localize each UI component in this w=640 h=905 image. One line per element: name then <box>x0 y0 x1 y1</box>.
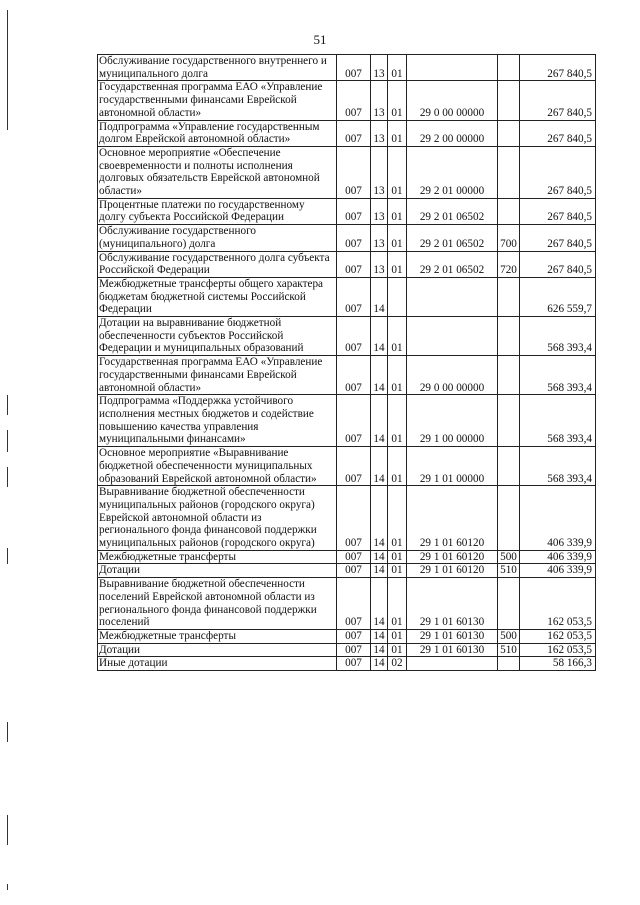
expense-type-code <box>498 277 520 316</box>
section-code: 14 <box>371 317 388 356</box>
table-body <box>98 55 596 671</box>
ministry-code: 007 <box>337 225 371 251</box>
target-article-code: 29 2 00 00000 <box>407 120 498 146</box>
section-code: 14 <box>371 395 388 447</box>
amount: 267 840,5 <box>520 251 596 277</box>
page-number: 51 <box>313 32 327 47</box>
amount: 267 840,5 <box>520 225 596 251</box>
ministry-code: 007 <box>337 55 371 81</box>
table-row <box>98 120 596 146</box>
expense-type-code: 510 <box>498 564 520 578</box>
expense-type-code <box>498 317 520 356</box>
table-row <box>98 564 596 578</box>
margin-mark <box>7 10 8 130</box>
ministry-code: 007 <box>337 643 371 657</box>
target-article-code: 29 0 00 00000 <box>407 81 498 120</box>
ministry-code: 007 <box>337 486 371 551</box>
section-code: 13 <box>371 146 388 198</box>
table-row <box>98 317 596 356</box>
table-row <box>98 146 596 198</box>
margin-mark <box>7 722 8 742</box>
subsection-code: 01 <box>388 120 407 146</box>
target-article-code: 29 1 01 60130 <box>407 629 498 643</box>
subsection-code: 01 <box>388 251 407 277</box>
expense-type-code <box>498 486 520 551</box>
row-name: Основное мероприятие «Обеспечение своевременности и полноты исполнения долговых обязательств Еврейской автономной области» <box>98 146 337 198</box>
row-name: Государственная программа ЕАО «Управление государственными финансами Еврейской автономной области» <box>98 81 337 120</box>
table-row <box>98 251 596 277</box>
table-row <box>98 643 596 657</box>
subsection-code: 01 <box>388 395 407 447</box>
target-article-code: 29 2 01 06502 <box>407 225 498 251</box>
amount: 568 393,4 <box>520 356 596 395</box>
section-code: 14 <box>371 550 388 564</box>
ministry-code: 007 <box>337 251 371 277</box>
section-code: 14 <box>371 578 388 630</box>
table-row <box>98 356 596 395</box>
expense-type-code: 510 <box>498 643 520 657</box>
target-article-code: 29 1 01 00000 <box>407 447 498 486</box>
expense-type-code <box>498 447 520 486</box>
row-name: Дотации <box>98 643 337 657</box>
subsection-code: 01 <box>388 146 407 198</box>
target-article-code: 29 1 01 60120 <box>407 564 498 578</box>
expense-type-code <box>498 120 520 146</box>
target-article-code: 29 1 01 60130 <box>407 643 498 657</box>
table-row <box>98 629 596 643</box>
section-code: 13 <box>371 120 388 146</box>
table-row <box>98 81 596 120</box>
expense-type-code <box>498 657 520 671</box>
subsection-code: 01 <box>388 550 407 564</box>
subsection-code: 01 <box>388 198 407 224</box>
section-code: 14 <box>371 629 388 643</box>
target-article-code: 29 1 01 60120 <box>407 550 498 564</box>
expense-type-code <box>498 146 520 198</box>
subsection-code: 01 <box>388 578 407 630</box>
ministry-code: 007 <box>337 356 371 395</box>
ministry-code: 007 <box>337 146 371 198</box>
subsection-code: 01 <box>388 643 407 657</box>
row-name: Государственная программа ЕАО «Управление государственными финансами Еврейской автономной области» <box>98 356 337 395</box>
target-article-code: 29 1 01 60120 <box>407 486 498 551</box>
table-row <box>98 395 596 447</box>
row-name: Выравнивание бюджетной обеспеченности поселений Еврейской автономной области из регионального фонда финансовой поддержки поселений <box>98 578 337 630</box>
row-name: Дотации на выравнивание бюджетной обеспеченности субъектов Российской Федерации и муниципальных образований <box>98 317 337 356</box>
section-code: 14 <box>371 486 388 551</box>
ministry-code: 007 <box>337 657 371 671</box>
target-article-code <box>407 277 498 316</box>
table-row <box>98 486 596 551</box>
amount: 568 393,4 <box>520 395 596 447</box>
margin-mark <box>7 548 8 564</box>
section-code: 13 <box>371 251 388 277</box>
row-name: Подпрограмма «Поддержка устойчивого исполнения местных бюджетов и содействие повышению качества управления муниципальными финансами» <box>98 395 337 447</box>
row-name: Иные дотации <box>98 657 337 671</box>
table-row <box>98 447 596 486</box>
section-code: 14 <box>371 277 388 316</box>
amount: 267 840,5 <box>520 55 596 81</box>
subsection-code: 01 <box>388 55 407 81</box>
subsection-code: 01 <box>388 81 407 120</box>
row-name: Основное мероприятие «Выравнивание бюджетной обеспеченности муниципальных образований Еврейской автономной области» <box>98 447 337 486</box>
row-name: Процентные платежи по государственному долгу субъекта Российской Федерации <box>98 198 337 224</box>
target-article-code: 29 1 00 00000 <box>407 395 498 447</box>
margin-mark <box>7 430 8 452</box>
amount: 568 393,4 <box>520 447 596 486</box>
expense-type-code: 500 <box>498 550 520 564</box>
ministry-code: 007 <box>337 395 371 447</box>
ministry-code: 007 <box>337 277 371 316</box>
ministry-code: 007 <box>337 198 371 224</box>
section-code: 14 <box>371 447 388 486</box>
amount: 162 053,5 <box>520 629 596 643</box>
section-code: 14 <box>371 643 388 657</box>
table-row <box>98 198 596 224</box>
table-row <box>98 657 596 671</box>
target-article-code: 29 2 01 06502 <box>407 251 498 277</box>
row-name: Подпрограмма «Управление государственным долгом Еврейской автономной области» <box>98 120 337 146</box>
ministry-code: 007 <box>337 447 371 486</box>
margin-mark <box>7 395 8 415</box>
amount: 162 053,5 <box>520 578 596 630</box>
expense-type-code <box>498 578 520 630</box>
subsection-code: 01 <box>388 486 407 551</box>
table-row <box>98 225 596 251</box>
amount: 267 840,5 <box>520 81 596 120</box>
subsection-code: 01 <box>388 317 407 356</box>
amount: 267 840,5 <box>520 146 596 198</box>
section-code: 13 <box>371 81 388 120</box>
table-row <box>98 578 596 630</box>
subsection-code <box>388 277 407 316</box>
target-article-code <box>407 317 498 356</box>
ministry-code: 007 <box>337 120 371 146</box>
subsection-code: 01 <box>388 225 407 251</box>
amount: 267 840,5 <box>520 198 596 224</box>
amount: 58 166,3 <box>520 657 596 671</box>
row-name: Межбюджетные трансферты общего характера бюджетам бюджетной системы Российской Федерации <box>98 277 337 316</box>
row-name: Дотации <box>98 564 337 578</box>
amount: 568 393,4 <box>520 317 596 356</box>
target-article-code: 29 2 01 06502 <box>407 198 498 224</box>
subsection-code: 01 <box>388 564 407 578</box>
expense-type-code <box>498 81 520 120</box>
row-name: Межбюджетные трансферты <box>98 550 337 564</box>
ministry-code: 007 <box>337 81 371 120</box>
row-name: Обслуживание государственного (муниципального) долга <box>98 225 337 251</box>
target-article-code: 29 0 00 00000 <box>407 356 498 395</box>
section-code: 13 <box>371 55 388 81</box>
expense-type-code <box>498 395 520 447</box>
ministry-code: 007 <box>337 564 371 578</box>
expense-type-code: 500 <box>498 629 520 643</box>
ministry-code: 007 <box>337 317 371 356</box>
row-name: Выравнивание бюджетной обеспеченности муниципальных районов (городского округа) Еврейской автономной области из регионального фонда финансовой поддержки муниципальных районов (городского округа) <box>98 486 337 551</box>
table-row <box>98 550 596 564</box>
expense-type-code <box>498 55 520 81</box>
ministry-code: 007 <box>337 578 371 630</box>
amount: 406 339,9 <box>520 550 596 564</box>
amount: 267 840,5 <box>520 120 596 146</box>
section-code: 13 <box>371 198 388 224</box>
margin-mark <box>7 815 8 845</box>
amount: 406 339,9 <box>520 564 596 578</box>
row-name: Обслуживание государственного долга субъекта Российской Федерации <box>98 251 337 277</box>
expense-type-code <box>498 198 520 224</box>
section-code: 14 <box>371 564 388 578</box>
row-name: Обслуживание государственного внутреннего и муниципального долга <box>98 55 337 81</box>
expense-type-code: 720 <box>498 251 520 277</box>
amount: 406 339,9 <box>520 486 596 551</box>
section-code: 14 <box>371 657 388 671</box>
table-row <box>98 277 596 316</box>
row-name: Межбюджетные трансферты <box>98 629 337 643</box>
subsection-code: 02 <box>388 657 407 671</box>
budget-table <box>97 54 596 671</box>
target-article-code <box>407 657 498 671</box>
section-code: 13 <box>371 225 388 251</box>
subsection-code: 01 <box>388 356 407 395</box>
expense-type-code: 700 <box>498 225 520 251</box>
table-row <box>98 55 596 81</box>
expense-type-code <box>498 356 520 395</box>
section-code: 14 <box>371 356 388 395</box>
target-article-code <box>407 55 498 81</box>
margin-mark <box>7 884 8 890</box>
target-article-code: 29 2 01 00000 <box>407 146 498 198</box>
ministry-code: 007 <box>337 550 371 564</box>
target-article-code: 29 1 01 60130 <box>407 578 498 630</box>
amount: 162 053,5 <box>520 643 596 657</box>
subsection-code: 01 <box>388 447 407 486</box>
margin-mark <box>7 467 8 487</box>
ministry-code: 007 <box>337 629 371 643</box>
subsection-code: 01 <box>388 629 407 643</box>
amount: 626 559,7 <box>520 277 596 316</box>
